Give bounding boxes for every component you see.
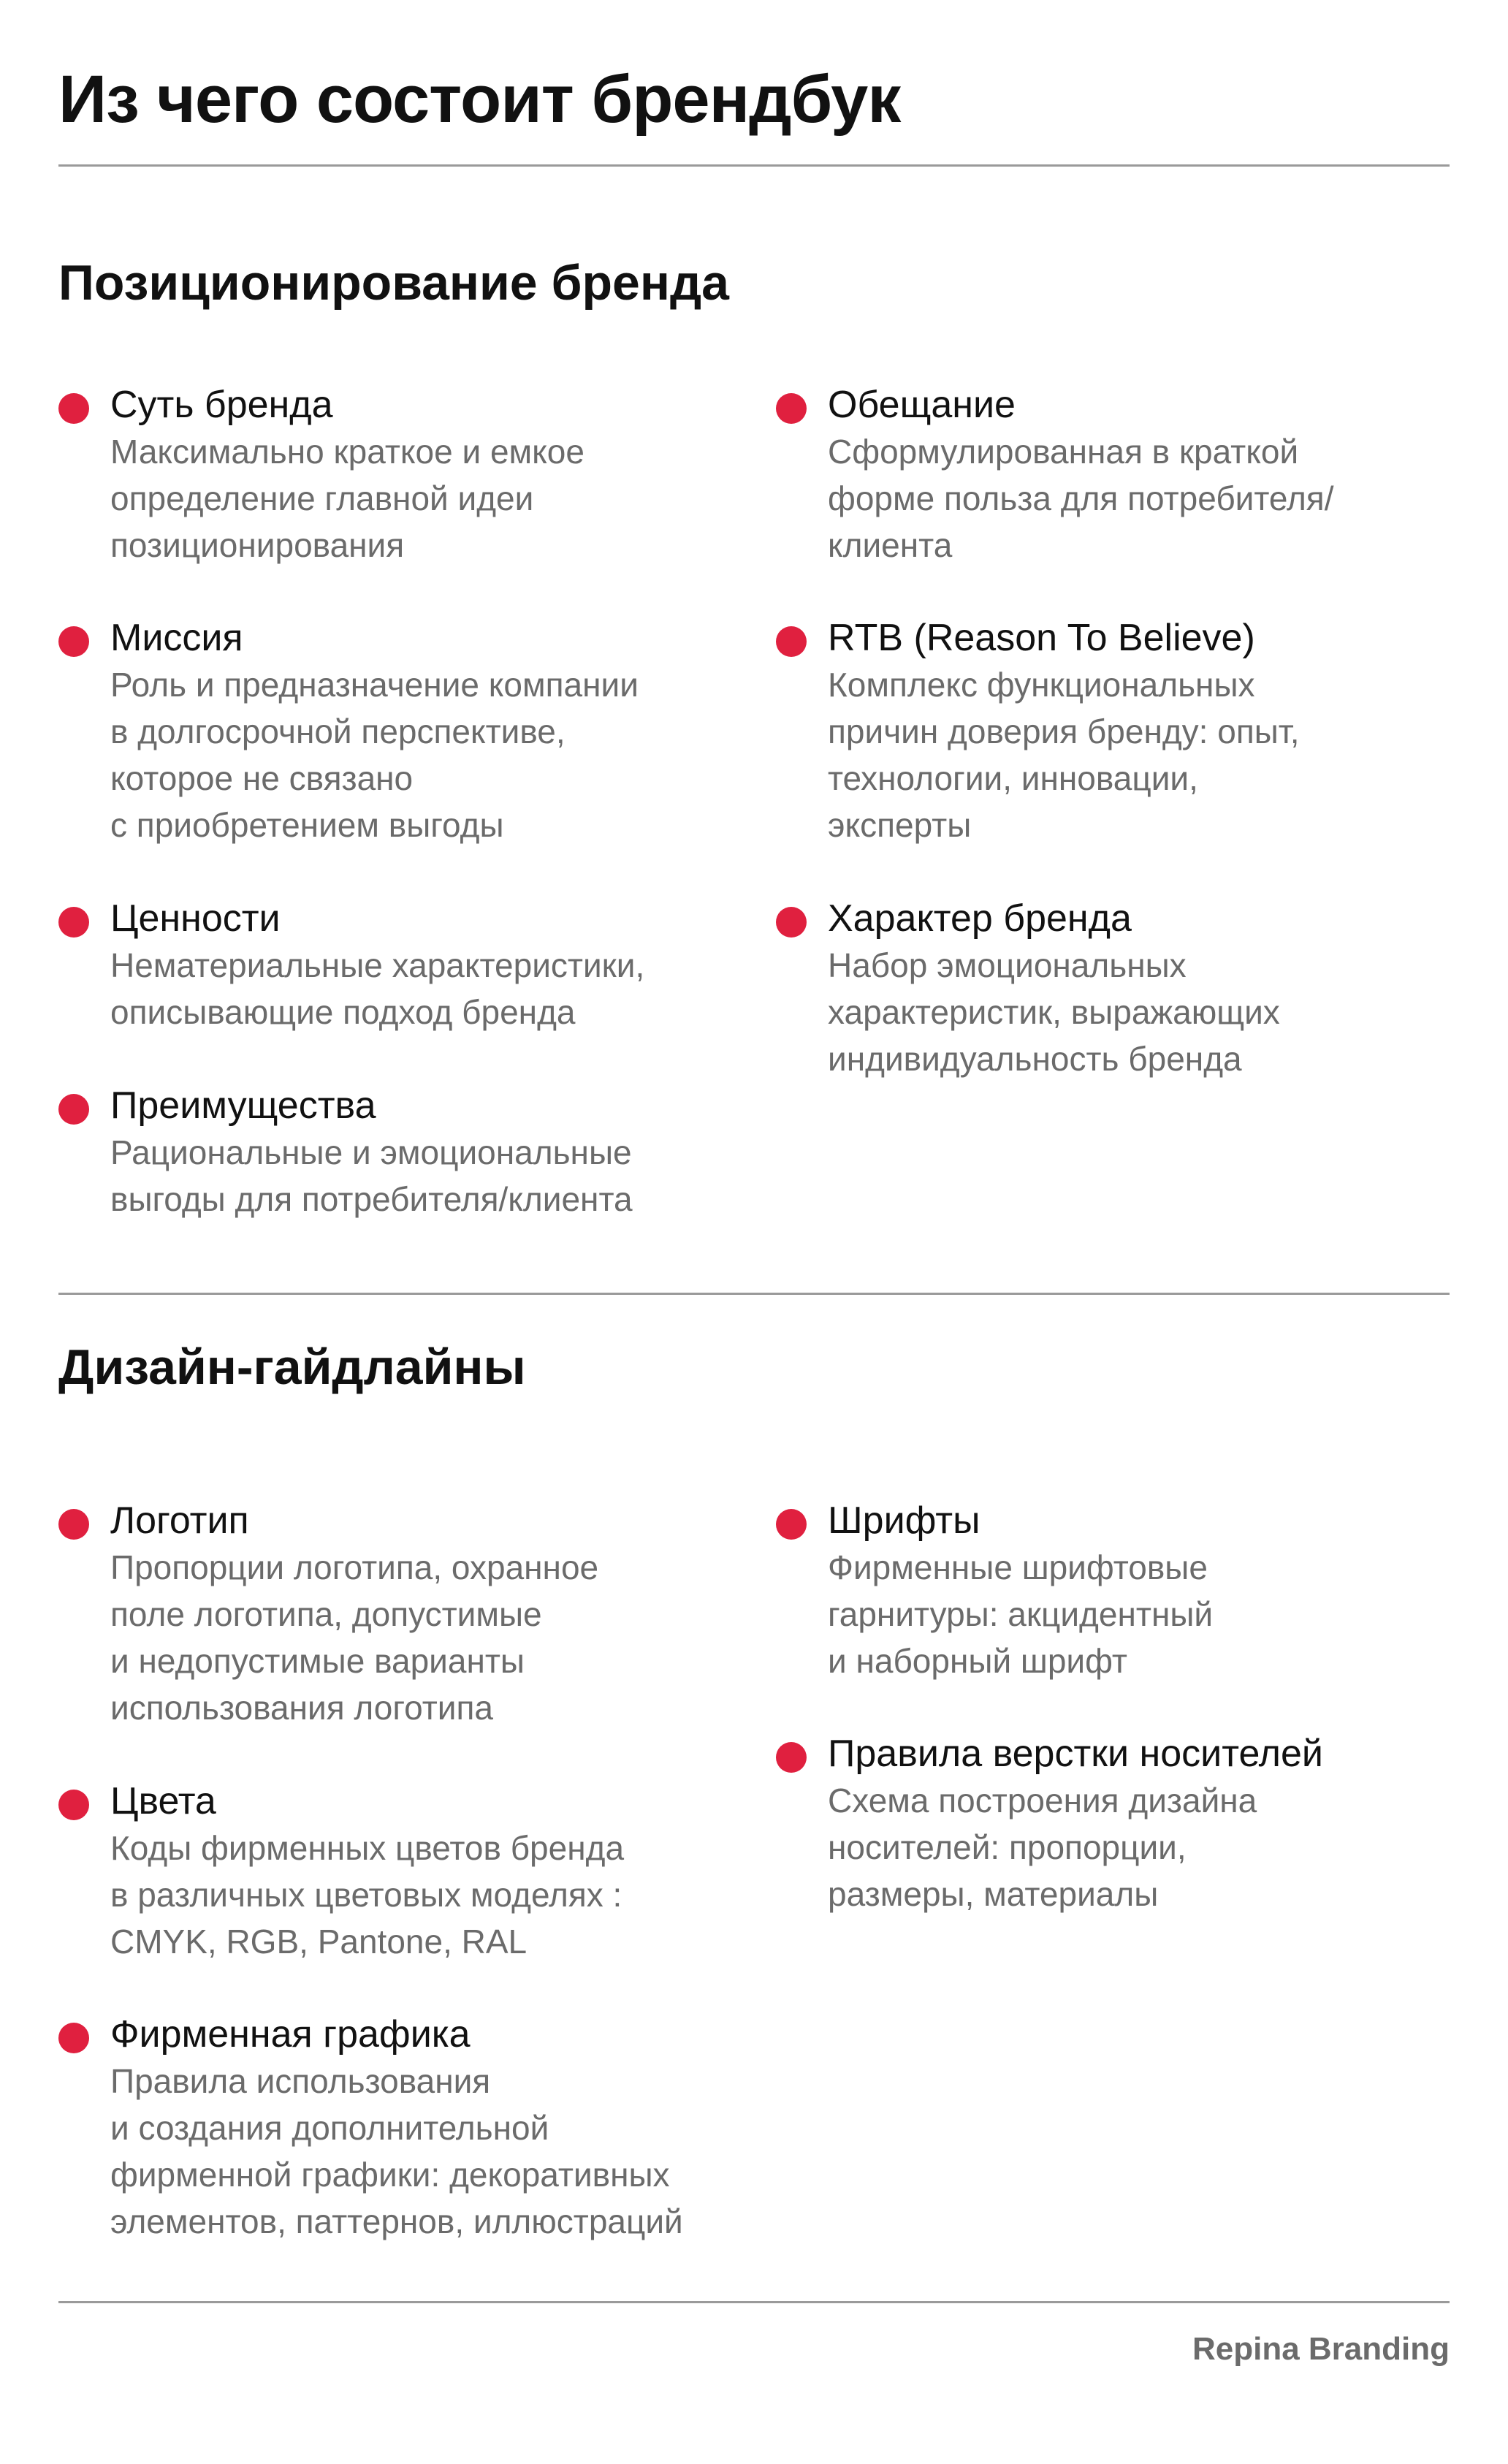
positioning-item-values bbox=[58, 895, 687, 1035]
item-description-line: Набор эмоциональных bbox=[828, 946, 1187, 984]
item-description-line: Правила использования bbox=[110, 2062, 491, 2100]
item-title: Миссия bbox=[110, 617, 243, 659]
item-description-line: и создания дополнительной bbox=[110, 2109, 549, 2147]
item-description-line: Рациональные и эмоциональные bbox=[110, 1133, 632, 1171]
bullet-dot-icon bbox=[776, 393, 807, 424]
item-title: Ценности bbox=[110, 897, 281, 940]
item-title: Правила верстки носителей bbox=[828, 1733, 1323, 1775]
positioning-item-promise bbox=[776, 381, 1404, 569]
section-title-design-guidelines: Дизайн-гайдлайны bbox=[58, 1339, 526, 1395]
item-description-line: Коды фирменных цветов бренда bbox=[110, 1829, 625, 1867]
design-item-layout-rules bbox=[776, 1730, 1404, 1917]
footer-brand: Repina Branding bbox=[1192, 2331, 1450, 2367]
item-title: Логотип bbox=[110, 1499, 249, 1542]
item-description-line: описывающие подход бренда bbox=[110, 993, 576, 1031]
item-title: Преимущества bbox=[110, 1084, 376, 1127]
bullet-dot-icon bbox=[58, 2023, 89, 2053]
item-description-line: причин доверия бренду: опыт, bbox=[828, 712, 1300, 750]
item-description-line: носителей: пропорции, bbox=[828, 1828, 1187, 1866]
item-description-line: элементов, паттернов, иллюстраций bbox=[110, 2202, 683, 2240]
item-description-line: эксперты bbox=[828, 806, 972, 844]
item-description-line: в долгосрочной перспективе, bbox=[110, 712, 566, 750]
item-description-line: с приобретением выгоды bbox=[110, 806, 504, 844]
bullet-dot-icon bbox=[58, 1094, 89, 1125]
item-title: Фирменная графика bbox=[110, 2013, 471, 2056]
design-item-brand-graphics bbox=[58, 2011, 687, 2245]
item-description-line: Комплекс функциональных bbox=[828, 666, 1255, 704]
header-divider bbox=[58, 164, 1450, 167]
item-description-line: размеры, материалы bbox=[828, 1875, 1159, 1913]
item-description-line: характеристик, выражающих bbox=[828, 993, 1280, 1031]
item-description-line: Максимально краткое и емкое bbox=[110, 433, 584, 471]
item-description-line: в различных цветовых моделях : bbox=[110, 1876, 622, 1914]
item-title: Характер бренда bbox=[828, 897, 1132, 940]
section-divider bbox=[58, 1293, 1450, 1295]
item-title: RTB (Reason To Believe) bbox=[828, 617, 1255, 659]
item-description-line: клиента bbox=[828, 526, 953, 564]
item-description-line: Пропорции логотипа, охранное bbox=[110, 1548, 599, 1586]
item-description-line: Сформулированная в краткой bbox=[828, 433, 1299, 471]
item-description-line: позиционирования bbox=[110, 526, 405, 564]
item-description-line: форме польза для потребителя/ bbox=[828, 479, 1334, 517]
section-title-positioning: Позиционирование бренда bbox=[58, 255, 729, 311]
bullet-dot-icon bbox=[58, 626, 89, 657]
item-description-line: использования логотипа bbox=[110, 1689, 493, 1727]
item-title: Шрифты bbox=[828, 1499, 980, 1542]
positioning-item-mission bbox=[58, 615, 687, 848]
item-description-line: определение главной идеи bbox=[110, 479, 534, 517]
bullet-dot-icon bbox=[58, 1509, 89, 1540]
design-item-colors bbox=[58, 1778, 687, 1965]
positioning-item-advantages bbox=[58, 1082, 687, 1223]
bullet-dot-icon bbox=[776, 1509, 807, 1540]
bullet-dot-icon bbox=[58, 907, 89, 938]
item-description-line: Роль и предназначение компании bbox=[110, 666, 639, 704]
item-description-line: фирменной графики: декоративных bbox=[110, 2156, 670, 2194]
positioning-item-essence bbox=[58, 381, 687, 569]
design-item-fonts bbox=[776, 1497, 1404, 1684]
item-description-line: Схема построения дизайна bbox=[828, 1782, 1257, 1820]
positioning-item-rtb bbox=[776, 615, 1404, 848]
footer-divider bbox=[58, 2301, 1450, 2303]
item-description-line: которое не связано bbox=[110, 759, 414, 797]
item-description-line: технологии, инновации, bbox=[828, 759, 1198, 797]
item-description-line: и недопустимые варианты bbox=[110, 1642, 525, 1680]
item-description-line: выгоды для потребителя/клиента bbox=[110, 1180, 633, 1218]
positioning-item-character bbox=[776, 895, 1404, 1082]
design-item-logo bbox=[58, 1497, 687, 1731]
item-description-line: поле логотипа, допустимые bbox=[110, 1595, 542, 1633]
bullet-dot-icon bbox=[776, 626, 807, 657]
item-description-line: Фирменные шрифтовые bbox=[828, 1548, 1208, 1586]
bullet-dot-icon bbox=[776, 1742, 807, 1773]
item-description-line: индивидуальность бренда bbox=[828, 1040, 1242, 1078]
item-description-line: и наборный шрифт bbox=[828, 1642, 1128, 1680]
bullet-dot-icon bbox=[58, 393, 89, 424]
item-title: Обещание bbox=[828, 384, 1016, 426]
item-description-line: Нематериальные характеристики, bbox=[110, 946, 645, 984]
item-title: Суть бренда bbox=[110, 384, 333, 426]
item-description-line: CMYK, RGB, Pantone, RAL bbox=[110, 1923, 528, 1961]
item-title: Цвета bbox=[110, 1780, 216, 1822]
bullet-dot-icon bbox=[58, 1790, 89, 1820]
item-description-line: гарнитуры: акцидентный bbox=[828, 1595, 1214, 1633]
page-title: Из чего состоит брендбук bbox=[58, 62, 901, 137]
bullet-dot-icon bbox=[776, 907, 807, 938]
